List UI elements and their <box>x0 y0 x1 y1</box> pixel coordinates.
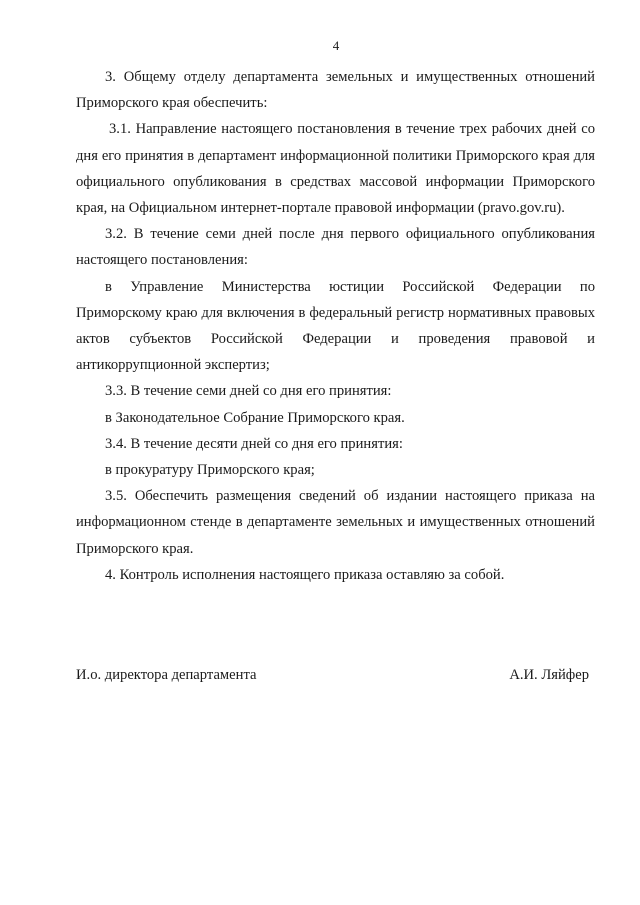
paragraph-3-2: 3.2. В течение семи дней после дня первого официального опубликования настоящего постановления: <box>76 226 595 269</box>
paragraph-3-3-recipient: в Законодательное Собрание Приморского края. <box>105 409 405 426</box>
document-body <box>76 64 595 588</box>
paragraph-3-5: 3.5. Обеспечить размещения сведений об издании настоящего приказа на информационном стенде в департаменте земельных и имущественных отношений Приморского края. <box>76 488 595 557</box>
signature-block <box>76 664 589 686</box>
signatory-position: И.о. директора департамента <box>76 667 257 683</box>
paragraph-3-3: 3.3. В течение семи дней со дня его принятия: <box>105 383 392 400</box>
paragraph-3: 3. Общему отделу департамента земельных и имущественных отношений Приморского края обеспечить: <box>76 69 595 112</box>
paragraph-3-2-recipient: в Управление Министерства юстиции Российской Федерации по Приморскому краю для включения в федеральный регистр нормативных правовых актов субъектов Российской Федерации и проведения правовой и антикоррупционной экспертиз; <box>76 278 595 374</box>
paragraph-3-1: 3.1. Направление настоящего постановления в течение трех рабочих дней со дня его принятия в департамент информационной политики Приморского края для официального опубликования в средствах массовой информации Приморского края, на Официальном интернет-портале правовой информации (pravo.gov.ru). <box>76 121 595 217</box>
paragraph-4: 4. Контроль исполнения настоящего приказа оставляю за собой. <box>105 566 505 583</box>
paragraph-3-4: 3.4. В течение десяти дней со дня его принятия: <box>105 435 403 452</box>
paragraph-3-4-recipient: в прокуратуру Приморского края; <box>105 462 315 479</box>
signatory-name: А.И. Ляйфер <box>509 667 589 683</box>
page-number: 4 <box>332 38 340 53</box>
